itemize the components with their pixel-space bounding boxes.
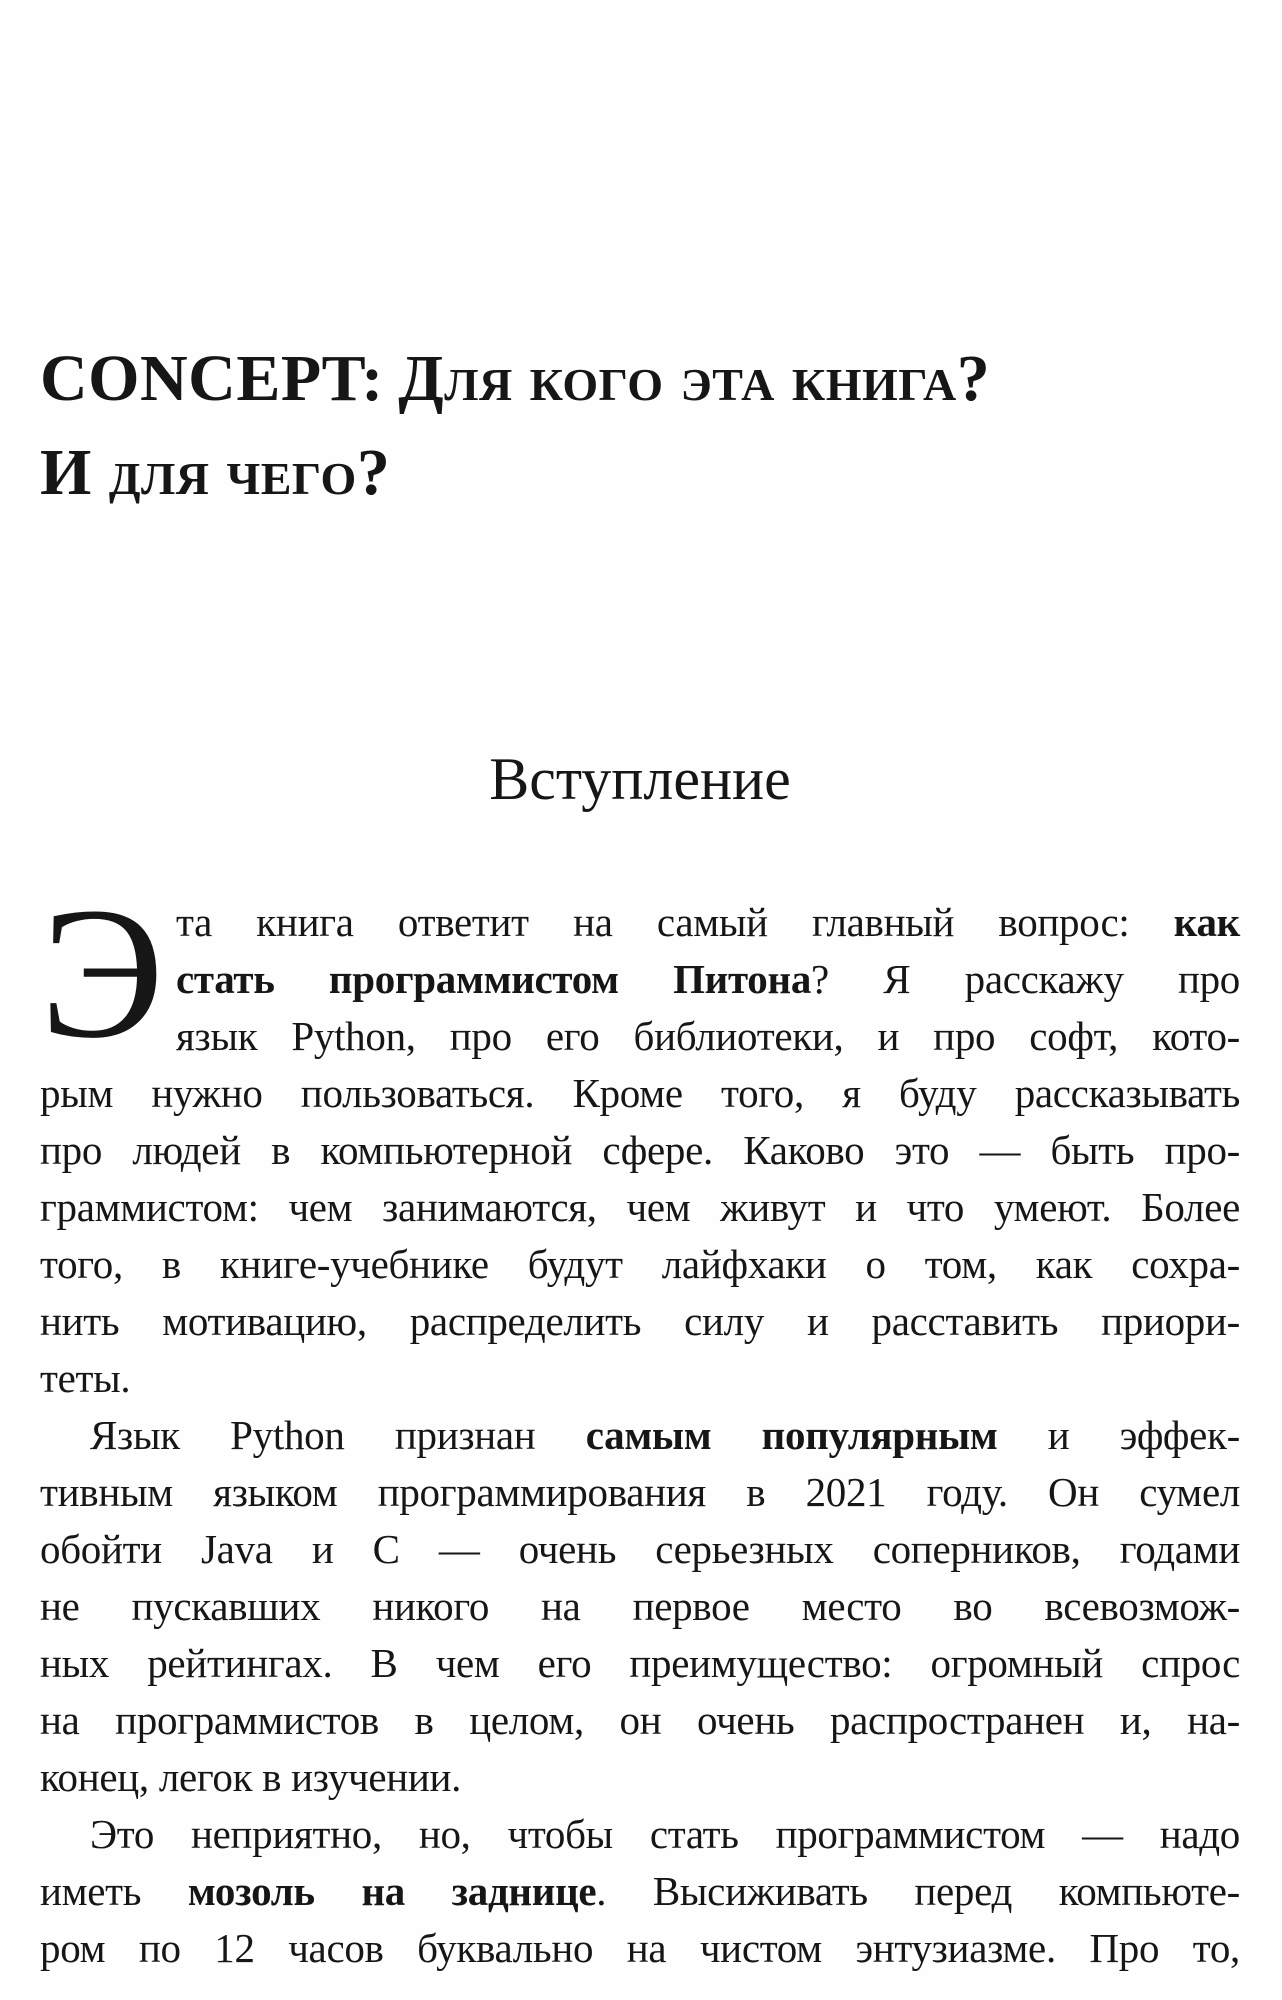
text-line (40, 1806, 1240, 1863)
text-segment: граммистом: чем занимаются, чем живут и что умеют. Более (40, 1184, 1240, 1230)
text-segment: про людей в компьютерной сфере. Каково это — быть про- (40, 1127, 1240, 1173)
text-line (40, 1464, 1240, 1521)
chapter-title (40, 332, 1240, 520)
text-line (40, 1407, 1240, 1464)
text-line (40, 1293, 1240, 1350)
text-segment: ных рейтингах. В чем его преимущество: огромный спрос (40, 1640, 1240, 1686)
text-segment: нить мотивацию, распределить силу и расставить приори- (40, 1298, 1240, 1344)
text-segment: Язык Python признан (90, 1412, 586, 1458)
text-line (40, 1236, 1240, 1293)
text-segment: того, в книге-учебнике будут лайфхаки о том, как сохра- (40, 1241, 1240, 1287)
text-line (40, 1065, 1240, 1122)
text-line (40, 1863, 1240, 1920)
text-line (40, 1008, 1240, 1065)
text-line (40, 1578, 1240, 1635)
bold-text: стать программистом Питона (176, 956, 812, 1002)
text-segment: не пускавших никого на первое место во всевозмож- (40, 1583, 1240, 1629)
text-segment: рым нужно пользоваться. Кроме того, я буду рассказывать (40, 1070, 1240, 1116)
chapter-title-russian: Для кого эта книга? (398, 342, 991, 415)
section-title: Вступление (489, 746, 791, 812)
text-segment: обойти Java и C — очень серьезных соперников, годами (40, 1526, 1240, 1572)
bold-text: как (1173, 899, 1240, 945)
text-segment: теты. (40, 1355, 131, 1401)
text-segment: конец, легок в изучении. (40, 1754, 462, 1800)
text-segment: язык Python, про его библиотеки, и про софт, кото- (176, 1013, 1240, 1059)
text-segment: та книга ответит на самый главный вопрос: (176, 899, 1174, 945)
text-line (40, 1920, 1240, 1977)
paragraph (40, 1806, 1240, 1977)
text-segment: и эффек- (997, 1412, 1241, 1458)
text-segment: на программистов в целом, он очень распространен и, на- (40, 1697, 1240, 1743)
text-line (40, 1635, 1240, 1692)
text-line (40, 1521, 1240, 1578)
text-line (40, 1350, 1240, 1407)
bold-text: мозоль на заднице (187, 1868, 597, 1914)
chapter-title-line1 (40, 332, 1240, 426)
bold-text: самым популярным (585, 1412, 998, 1458)
text-line (40, 1122, 1240, 1179)
text-segment: Это неприятно, но, чтобы стать программистом — надо (90, 1811, 1240, 1857)
text-segment: . Высиживать перед компьюте- (596, 1868, 1240, 1914)
text-line (40, 1179, 1240, 1236)
body-text (40, 868, 1241, 1977)
text-segment: ? Я расскажу про (811, 956, 1240, 1002)
chapter-title-line2: И для чего? (40, 436, 391, 509)
chapter-title-latin: CONCEPT: (40, 342, 384, 415)
text-line (40, 1692, 1240, 1749)
text-segment: тивным языком программирования в 2021 году. Он сумел (40, 1469, 1240, 1515)
text-line (40, 1749, 1240, 1806)
text-line (40, 894, 1240, 951)
paragraph (40, 868, 1240, 1407)
text-line (40, 951, 1240, 1008)
text-segment: иметь (40, 1868, 188, 1914)
text-segment: ром по 12 часов буквально на чистом энтузиазме. Про то, (40, 1925, 1240, 1971)
paragraph (40, 1407, 1240, 1806)
drop-cap: Э (40, 868, 164, 1077)
